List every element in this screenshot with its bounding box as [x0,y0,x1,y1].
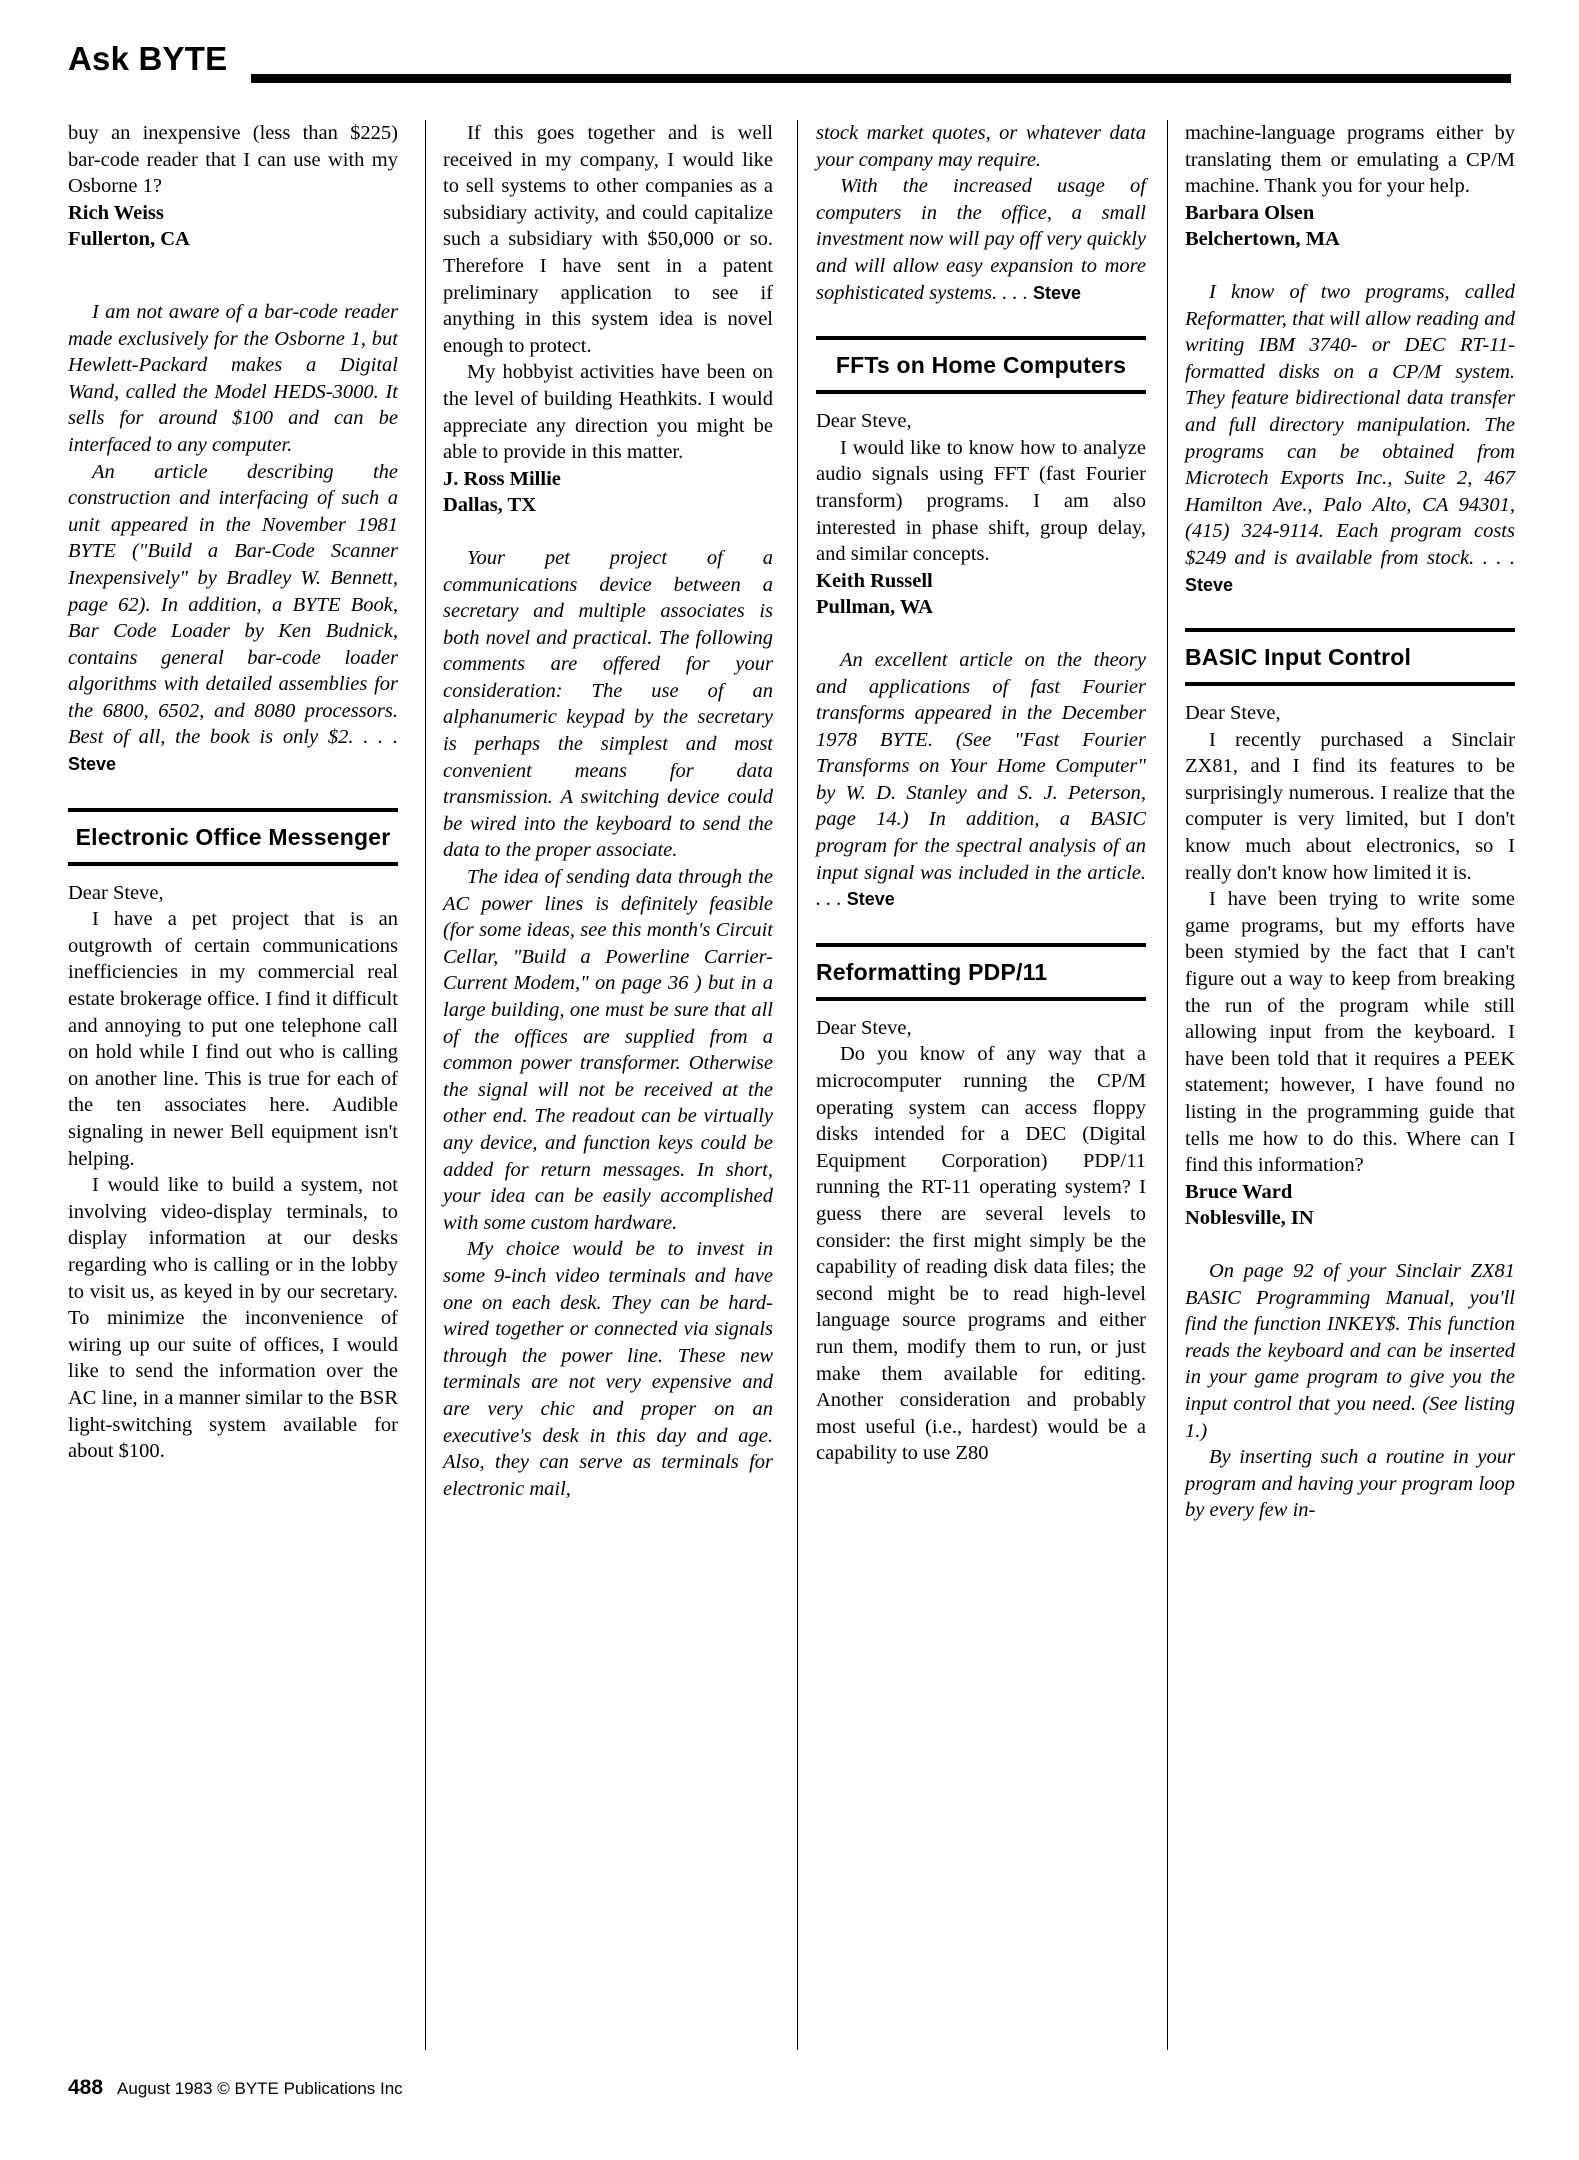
paragraph-spacer [68,253,398,299]
body-paragraph: If this goes together and is well received in my company, I would like to sell systems to other companies as a subsidiary activity, and could capitalize such a subsidiary with $50,000 or so. Therefore I have sent in a patent preliminary application to see if anything in this system idea is novel enough to protect. [443,122,773,357]
paragraph-spacer [443,519,773,545]
text-column-3 [816,120,1146,2050]
heading-rule-top [68,808,398,812]
letter-signature: Fullerton, CA [68,228,190,251]
reply-signature: Steve [846,889,895,910]
body-paragraph: My hobbyist activities have been on the level of building Heathkits. I would appreciate any direction you might be able to provide in this matter. [443,361,773,464]
text-column-1 [68,120,398,2050]
body-paragraph: Your pet project of a communications device between a secretary and multiple associates is both novel and practical. The following comments are offered for your consideration: The use of an alphanumeric keypad by the secretary is perhaps the simplest and most convenient means for data transmission. A switching device could be wired into the keyboard to send the data to the proper associate. [443,546,773,862]
letter-signature: Bruce Ward [1185,1180,1293,1203]
body-paragraph: I recently purchased a Sinclair ZX81, and I find its features to be surprisingly numerous. I realize that the computer is very limited, but I don't know much about electronics, so I really don't know how limited it is. [1185,728,1515,884]
body-paragraph: I have a pet project that is an outgrowth of certain communications inefficiencies in my commercial real estate brokerage office. I find it difficult and annoying to put one telephone call on hold while I find out who is calling on another line. This is true for each of the ten associates here. Audible signaling in newer Bell equipment isn't helping. [68,908,398,1170]
reply-signature: Steve [1032,282,1081,303]
letter-signature: Pullman, WA [816,596,933,619]
letter-signature: Keith Russell [816,569,933,592]
letter-signature: Noblesville, IN [1185,1207,1314,1230]
heading-rule-bottom [816,390,1146,394]
section-title: Reformatting PDP/11 [816,958,1048,985]
heading-rule-bottom [1185,682,1515,686]
body-paragraph: I have been trying to write some game programs, but my efforts have been stymied by the fact that I can't figure out a way to keep from breaking the run of the program while still allowing input from the keyboard. I have been told that it requires a PEEK statement; however, I have found no listing in the programming guide that tells me how to do this. Where can I find this information? [1185,888,1515,1177]
body-paragraph: buy an inexpensive (less than $225) bar-code reader that I can use with my Osborne 1? [68,122,398,198]
reply-signature: Steve [68,754,117,775]
folio-number: 488 [68,2076,104,2099]
heading-rule-top [816,943,1146,947]
section-title: BASIC Input Control [1185,644,1412,671]
masthead-rule-secondary [251,79,1511,83]
letter-signature: J. Ross Millie [443,467,561,490]
section-heading [68,808,398,866]
letter-signature: Belchertown, MA [1185,228,1340,251]
article-columns [68,120,1513,2050]
text-column-2 [443,120,773,2050]
heading-rule-bottom [68,862,398,866]
body-paragraph: Dear Steve, [816,1016,912,1039]
body-paragraph: I would like to know how to analyze audio signals using FFT (fast Fourier transform) programs. I am also interested in phase shift, group delay, and similar concepts. [816,436,1146,566]
letter-signature: Dallas, TX [443,494,537,517]
paragraph-spacer [1185,1232,1515,1258]
column-divider [1167,120,1168,2050]
section-heading [816,943,1146,1001]
copyright-line: August 1983 © BYTE Publications Inc [117,2079,403,2098]
column-divider [797,120,798,2050]
body-paragraph: I would like to build a system, not involving video-display terminals, to display information at our desks regarding who is calling or in the lobby to visit us, as keyed in by our secretary. To minimize the inconvenience of wiring up our suite of offices, I would like to send the information over the AC line, in a manner similar to the BSR light-switching system available for about $100. [68,1174,398,1463]
section-heading [1185,628,1515,686]
masthead [68,42,1511,88]
paragraph-spacer [816,621,1146,647]
section-title: FFTs on Home Computers [835,352,1127,379]
letter-signature: Barbara Olsen [1185,201,1315,224]
body-paragraph: I am not aware of a bar-code reader made exclusively for the Osborne 1, but Hewlett-Packard makes a Digital Wand, called the Model HEDS-3000. It sells for around $100 and can be interfaced to any computer. [68,300,398,456]
heading-rule-top [1185,628,1515,632]
paragraph-spacer [1185,253,1515,279]
body-paragraph: Dear Steve, [816,410,912,433]
text-column-4 [1185,120,1515,2050]
body-paragraph: stock market quotes, or whatever data your company may require. [816,122,1146,171]
section-heading [816,336,1146,394]
body-paragraph: machine-language programs either by translating them or emulating a CP/M machine. Thank you for your help. [1185,122,1515,198]
reply-signature: Steve [1185,574,1234,595]
section-title: Electronic Office Messenger [75,823,391,850]
heading-rule-top [816,336,1146,340]
body-paragraph: The idea of sending data through the AC power lines is definitely feasible (for some ideas, see this month's Circuit Cellar, "Build a Powerline Carrier-Current Modem," on page 36 ) but in a large building, one must be sure that all of the offices are supplied from a common power transformer. Otherwise the signal will not be received at the other end. The readout can be virtually any device, and function keys could be added for return messages. In short, your idea can be easily accomplished with some custom hardware. [443,866,773,1234]
body-paragraph: On page 92 of your Sinclair ZX81 BASIC Programming Manual, you'll find the function INKEY$. This function reads the keyboard and can be inserted in your game program to give you the input control that you need. (See listing 1.) [1185,1259,1515,1442]
body-paragraph: By inserting such a routine in your program and having your program loop by every few in- [1185,1446,1515,1522]
body-paragraph: My choice would be to invest in some 9-inch video terminals and have one on each desk. They can be hard-wired together or connected via signals through the power line. These new terminals are not very expensive and are very chic and proper on an executive's desk in this day and age. Also, they can serve as terminals for electronic mail, [443,1238,773,1500]
body-paragraph: Do you know of any way that a microcomputer running the CP/M operating system can access floppy disks intended for a DEC (Digital Equipment Corporation) PDP/11 running the RT-11 operating system? I guess there are several levels to consider: the first might simply be the capability of reading disk data files; the second might be to read high-level language source programs and either run them, modify them to run, or just make them available for editing. Another consideration and probably most useful (i.e., hardest) would be a capability to use Z80 [816,1043,1146,1465]
body-paragraph: Dear Steve, [68,881,164,904]
body-paragraph: Dear Steve, [1185,702,1281,725]
heading-rule-bottom [816,997,1146,1001]
column-divider [425,120,426,2050]
body-paragraph: An article describing the construction and interfacing of such a unit appeared in the November 1981 BYTE ("Build a Bar-Code Scanner Inexpensively" by Bradley W. Bennett, page 62). In addition, a BYTE Book, Bar Code Loader by Ken Budnick, contains general bar-code loader algorithms with detailed assemblies for the 6800, 6502, and 8080 processors. Best of all, the book is only $2. . . . Steve [68,460,398,775]
body-paragraph: With the increased usage of computers in the office, a small investment now will pay off very quickly and will allow easy expansion to more sophisticated systems. . . . Steve [816,175,1146,304]
page-footer [68,2076,403,2100]
letter-signature: Rich Weiss [68,201,164,224]
body-paragraph: An excellent article on the theory and applications of fast Fourier transforms appeared in the December 1978 BYTE. (See "Fast Fourier Transforms on Your Home Computer" by W. D. Stanley and S. J. Peterson, page 14.) In addition, a BASIC program for the spectral analysis of an input signal was included in the article. . . . Steve [816,648,1146,911]
page-title: Ask BYTE [68,40,228,77]
body-paragraph: I know of two programs, called Reformatter, that will allow reading and writing IBM 3740- or DEC RT-11-formatted disks on a CP/M system. They feature bidirectional data transfer and full directory manipulation. The programs can be obtained from Microtech Exports Inc., Suite 2, 467 Hamilton Ave., Palo Alto, CA 94301, (415) 324-9114. Each program costs $249 and is available from stock. . . . Steve [1185,280,1515,595]
